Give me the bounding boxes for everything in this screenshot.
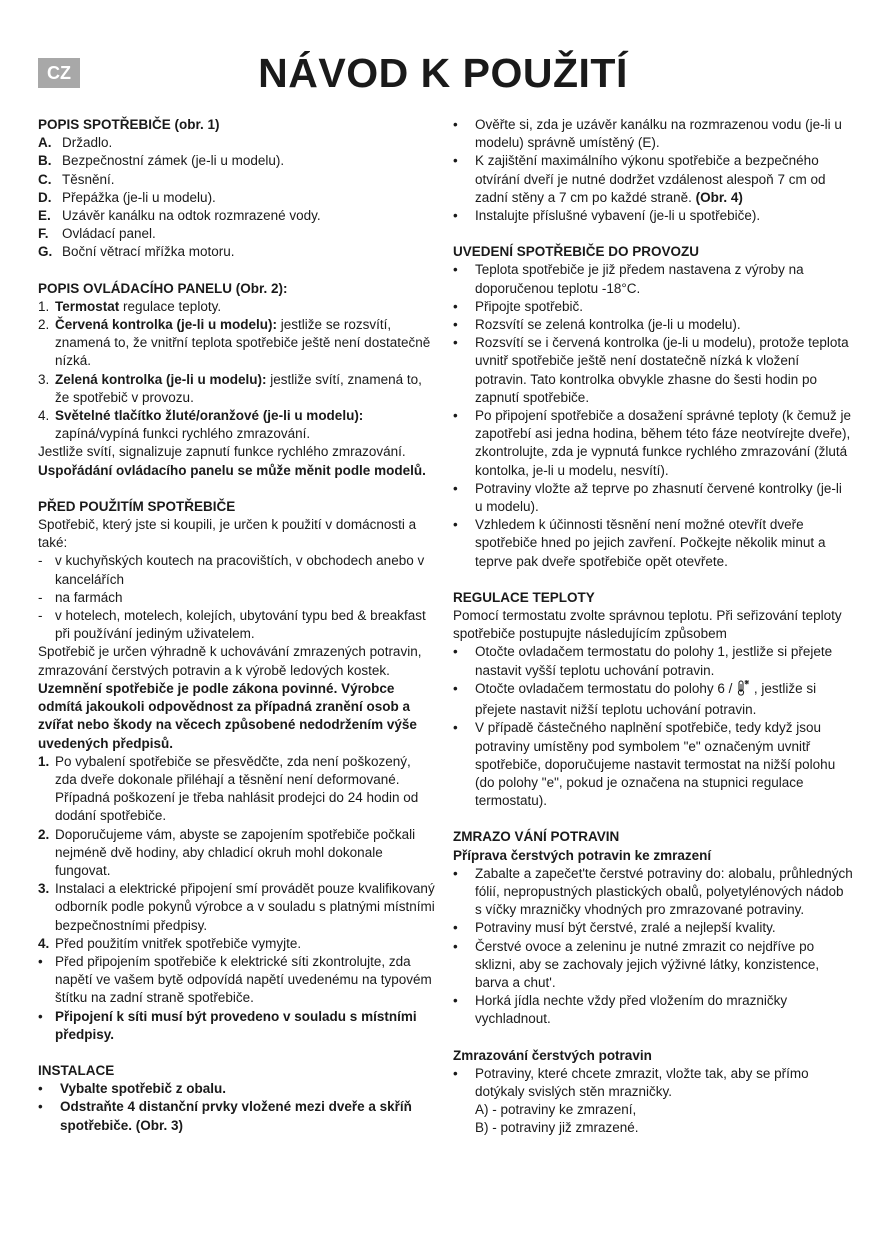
list-item (38, 1098, 436, 1134)
list-text: Rozsvítí se zelená kontrolka (je-li u modelu). (475, 317, 741, 333)
list-marker: G. (38, 244, 53, 260)
list-text: Doporučujeme vám, abyste se zapojením spotřebiče počkali nejméně dvě hodiny, aby chladicí okruh mohl dokonale fungovat. (55, 826, 416, 878)
list-marker: • (453, 408, 458, 424)
section-appliance-description (38, 116, 436, 262)
item-text: Otočte ovladačem termostatu do polohy 6 / (475, 680, 737, 696)
list-item (38, 407, 436, 443)
preparation-list (453, 865, 853, 1029)
list-marker: D. (38, 189, 52, 205)
list-marker: B. (38, 153, 52, 169)
numbered-list (38, 753, 436, 953)
list-text: Připojení k síti musí být provedeno v souladu s místními předpisy. (55, 1008, 417, 1042)
item-text: zapíná/vypíná funkci rychlého zmrazování. (55, 426, 311, 442)
list-item (38, 207, 436, 225)
bullet: • (38, 1081, 43, 1097)
list-marker: F. (38, 226, 49, 242)
list-item (453, 334, 853, 407)
list-item (38, 189, 436, 207)
list-marker: C. (38, 171, 52, 187)
bullet: • (38, 1099, 43, 1115)
list-item (453, 407, 853, 480)
list-marker: 3. (38, 371, 50, 387)
list-marker: 4. (38, 935, 50, 951)
section-installation (38, 1062, 436, 1135)
list-item (38, 1080, 436, 1098)
section-installation-continued (453, 116, 853, 225)
list-item (38, 607, 436, 643)
list-item (38, 880, 436, 935)
list-marker: • (453, 517, 458, 533)
list-item (453, 643, 853, 679)
list-marker: • (453, 920, 458, 936)
bullet: • (453, 208, 458, 224)
page-title: NÁVOD K POUŽITÍ (258, 50, 628, 96)
left-column (38, 116, 436, 1153)
paragraph: Jestliže svítí, signalizuje zapnutí funkce rychlého zmrazování. (38, 444, 406, 460)
list-marker: • (453, 262, 458, 278)
item-text: regulace teploty. (119, 298, 222, 314)
list-item (453, 865, 853, 920)
section-freezing-fresh (453, 1047, 853, 1138)
section-freezing (453, 828, 853, 1028)
list-marker: • (453, 317, 458, 333)
list-text: Po připojení spotřebiče a dosažení správné teploty (k čemuž je zapotřebí asi jedna hodina, během této fáze neotvírejte dveře), zkontrolujte, zda je vypnutá funkce rychlého zmrazování (žlutá kontolka, je-li u modelu, nesvítí). (475, 408, 851, 478)
list-text: Před použitím vnitřek spotřebiče vymyjte. (55, 935, 302, 951)
list-item (38, 826, 436, 881)
sub-heading: Příprava čerstvých potravin ke zmrazení (453, 847, 712, 863)
list-marker: • (453, 298, 458, 314)
list-text: Instalaci a elektrické připojení smí provádět pouze kvalifikovaný odborník podle pokynů výrobce a v souladu s platnými místními bezpečnostními předpisy. (55, 881, 435, 933)
list-text: Potraviny, které chcete zmrazit, vložte tak, aby se přímo dotýkaly svislých stěn mrazničky. (475, 1065, 809, 1099)
list-item (453, 938, 853, 993)
list-item (38, 134, 436, 152)
bullet: • (453, 1065, 458, 1081)
list-text: Otočte ovladačem termostatu do polohy 1, jestliže si přejete nastavit vyšší teplotu uchování potravin. (475, 644, 833, 678)
note-a: A) - potraviny ke zmrazení, (475, 1102, 637, 1118)
bullet: • (453, 680, 458, 696)
list-item (453, 207, 853, 225)
parts-list (38, 134, 436, 261)
list-text: Přepážka (je-li u modelu). (62, 189, 216, 205)
paragraph-bold: Uzemnění spotřebiče je podle zákona povinné. Výrobce odmítá jakoukoli odpovědnost za případná zranění osob a zvířat nebo škody na věcech způsobené nedodržením výše uvedených předpisů. (38, 680, 417, 751)
list-item (38, 753, 436, 826)
section-heading: POPIS OVLÁDACÍHO PANELU (Obr. 2): (38, 280, 288, 296)
list-text: V případě částečného naplnění spotřebiče, tedy když jsou potraviny umístěny pod symbolem "e" označeným uvnitř spotřebiče, doporučujeme nastavit termostat na nižší polohu (do polohy "e", pokud je označena na stupnici regulace termostatu). (475, 720, 836, 809)
list-marker: 4. (38, 408, 50, 424)
list-item (38, 935, 436, 953)
list-item (38, 371, 436, 407)
list-marker: 2. (38, 317, 50, 333)
list-text (55, 407, 436, 443)
section-heading: ZMRAZO VÁNÍ POTRAVIN (453, 829, 620, 845)
list-text (475, 152, 853, 207)
list-marker: • (453, 480, 458, 496)
list-text: Potraviny musí být čerstvé, zralé a nejlepší kvality. (475, 920, 776, 936)
bullet: • (453, 720, 458, 736)
list-marker: - (38, 553, 43, 569)
thermometer-snowflake-icon (736, 680, 750, 701)
list-text: Potraviny vložte až teprve po zhasnutí červené kontrolky (je-li u modelu). (475, 480, 842, 515)
list-marker: 1. (38, 753, 50, 769)
bullet: • (38, 953, 43, 969)
paragraph: Pomocí termostatu zvolte správnou teplotu. Při seřizování teploty spotřebiče postupujte následujícím způsobem (453, 608, 842, 642)
list-item (453, 298, 853, 316)
section-heading: Zmrazování čerstvých potravin (453, 1047, 652, 1063)
list-item (38, 953, 436, 1008)
section-temperature (453, 589, 853, 810)
list-item (38, 1008, 436, 1044)
section-before-use (38, 498, 436, 1044)
list-marker: • (453, 865, 458, 881)
item-text: jestliže svítí, znamená to, že spotřebič v provozu. (55, 371, 422, 405)
list-text: Horká jídla nechte vždy před vložením do mrazničky vychladnout. (475, 993, 788, 1027)
list-text: Připojte spotřebič. (475, 298, 584, 314)
paragraph-bold: Uspořádání ovládacího panelu se může měnit podle modelů. (38, 462, 426, 478)
list-item (453, 316, 853, 334)
list-text: Před připojením spotřebiče k elektrické síti zkontrolujte, zda napětí ve vašem bytě odpovídá napětí uvedenému na typovém štítku na zadní straně spotřebiče. (55, 953, 432, 1006)
bullet: • (453, 153, 458, 169)
installation-list (453, 116, 853, 152)
list-text (475, 680, 853, 719)
list-marker: • (453, 335, 458, 351)
list-item (38, 298, 436, 316)
item-text: K zajištění maximálního výkonu spotřebiče a bezpečného otvírání dveří je nutné dodržet vzdálenost alespoň 7 cm od zadní stěny a 7 cm po každé straně. (475, 153, 826, 205)
language-badge: CZ (38, 58, 80, 88)
list-item (38, 589, 436, 607)
list-text: Ovládací panel. (62, 226, 156, 242)
list-marker: A. (38, 135, 52, 151)
item-text: , jestliže si přejete nastavit nižší teplotu uchování potravin. (475, 680, 817, 718)
list-text: Držadlo. (62, 135, 113, 151)
list-item (453, 261, 853, 297)
list-text: Čerstvé ovoce a zeleninu je nutné zmrazit co nejdříve po sklizni, aby se zachovaly jejich výživné látky, konzistence, barva a chut'. (475, 938, 820, 990)
list-text: Boční větrací mřížka motoru. (62, 244, 235, 260)
list-text (55, 371, 436, 407)
list-item (453, 516, 853, 571)
section-startup (453, 243, 853, 571)
section-heading: REGULACE TEPLOTY (453, 589, 595, 605)
list-text: v kuchyňských koutech na pracovištích, v obchodech anebo v kancelářích (55, 553, 425, 587)
list-item (453, 680, 853, 719)
list-text (55, 316, 436, 371)
section-heading: PŘED POUŽITÍM SPOTŘEBIČE (38, 498, 236, 514)
list-item (453, 152, 853, 207)
list-item (38, 225, 436, 243)
list-marker: • (453, 993, 458, 1009)
list-text: Zabalte a zapečet'te čerstvé potraviny do: alobalu, průhledných fólií, nepropustných plastických obalů, polyetylénových nádob s víčky mrazničky vhodných pro zmrazované potraviny. (475, 865, 853, 918)
list-item (38, 152, 436, 170)
list-marker: • (453, 117, 458, 132)
paragraph: Spotřebič je určen výhradně k uchovávání zmrazených potravin, zmrazování čerstvých potravin a k výrobě ledových kostek. (38, 644, 422, 678)
list-item (38, 171, 436, 189)
item-label: Světelné tlačítko žluté/oranžové (je-li u modelu): (55, 408, 364, 424)
list-text: Teplota spotřebiče je již předem nastavena z výroby na doporučenou teplotu -18°C. (475, 262, 804, 296)
list-text (55, 298, 436, 316)
list-marker: E. (38, 208, 51, 224)
list-text: na farmách (55, 589, 123, 605)
section-heading: POPIS SPOTŘEBIČE (obr. 1) (38, 117, 220, 132)
list-marker: 3. (38, 881, 50, 897)
item-label: Termostat (55, 298, 120, 314)
bullet: • (38, 1008, 43, 1024)
right-column (453, 116, 853, 1156)
list-text: Vzhledem k účinnosti těsnění není možné otevřít dveře spotřebiče hned po jejich zavření. Počkejte několik minut a teprve pak dveře spotřebiče opět otevřete. (475, 517, 826, 569)
list-text: Uzávěr kanálku na odtok rozmrazené vody. (62, 208, 321, 224)
item-text: jestliže se rozsvítí, znamená to, že vnitřní teplota spotřebiče ještě není dostatečně nízká. (55, 317, 431, 369)
item-label: Zelená kontrolka (je-li u modelu): (55, 371, 267, 387)
list-text: Vybalte spotřebič z obalu. (60, 1081, 227, 1097)
startup-list (453, 261, 853, 570)
bullet: • (453, 644, 458, 660)
list-item (38, 316, 436, 371)
list-text: Odstraňte 4 distanční prvky vložené mezi dveře a skříň spotřebiče. (Obr. 3) (60, 1099, 412, 1133)
usage-list (38, 552, 436, 643)
list-text: Těsnění. (62, 171, 115, 187)
list-item (453, 480, 853, 516)
list-text: Bezpečnostní zámek (je-li u modelu). (62, 153, 285, 169)
list-marker: 1. (38, 298, 50, 314)
figure-ref: (Obr. 4) (695, 189, 743, 205)
paragraph: Spotřebič, který jste si koupili, je určen k použití v domácnosti a také: (38, 517, 417, 551)
list-text: Rozsvítí se i červená kontrolka (je-li u modelu), protože teplota uvnitř spotřebiče ještě není dostatečně nízká k vložení potravin. Tato kontrolka obvykle zhasne do šesti hodin po zapnutí spotřebiče. (475, 335, 849, 405)
note-b: B) - potraviny již zmrazené. (475, 1120, 639, 1136)
list-item (453, 919, 853, 937)
section-heading: INSTALACE (38, 1062, 115, 1078)
list-marker: • (453, 938, 458, 954)
list-text: Ověřte si, zda je uzávěr kanálku na rozmrazenou vodu (je-li u modelu) správně umístěný (E). (475, 117, 842, 151)
list-marker: - (38, 608, 43, 624)
item-label: Červená kontrolka (je-li u modelu): (55, 317, 278, 333)
list-item (453, 116, 853, 152)
list-text: Po vybalení spotřebiče se přesvědčte, zda není poškozený, zda dveře dokonale přiléhají a těsnění není deformované. Případná poškození je třeba nahlásit prodejci do 24 hodin od dodání spotřebiče. (55, 753, 419, 824)
list-text: v hotelech, motelech, kolejích, ubytování typu bed & breakfast při používání jediným uživatelem. (55, 608, 426, 642)
list-item (453, 719, 853, 810)
list-text: Instalujte příslušné vybavení (je-li u spotřebiče). (475, 208, 761, 224)
list-item (453, 1065, 853, 1101)
list-item (38, 552, 436, 588)
list-marker: 2. (38, 826, 50, 842)
list-item (453, 992, 853, 1028)
list-marker: - (38, 589, 43, 605)
list-item (38, 243, 436, 261)
section-heading: UVEDENÍ SPOTŘEBIČE DO PROVOZU (453, 244, 700, 260)
section-control-panel (38, 280, 436, 480)
